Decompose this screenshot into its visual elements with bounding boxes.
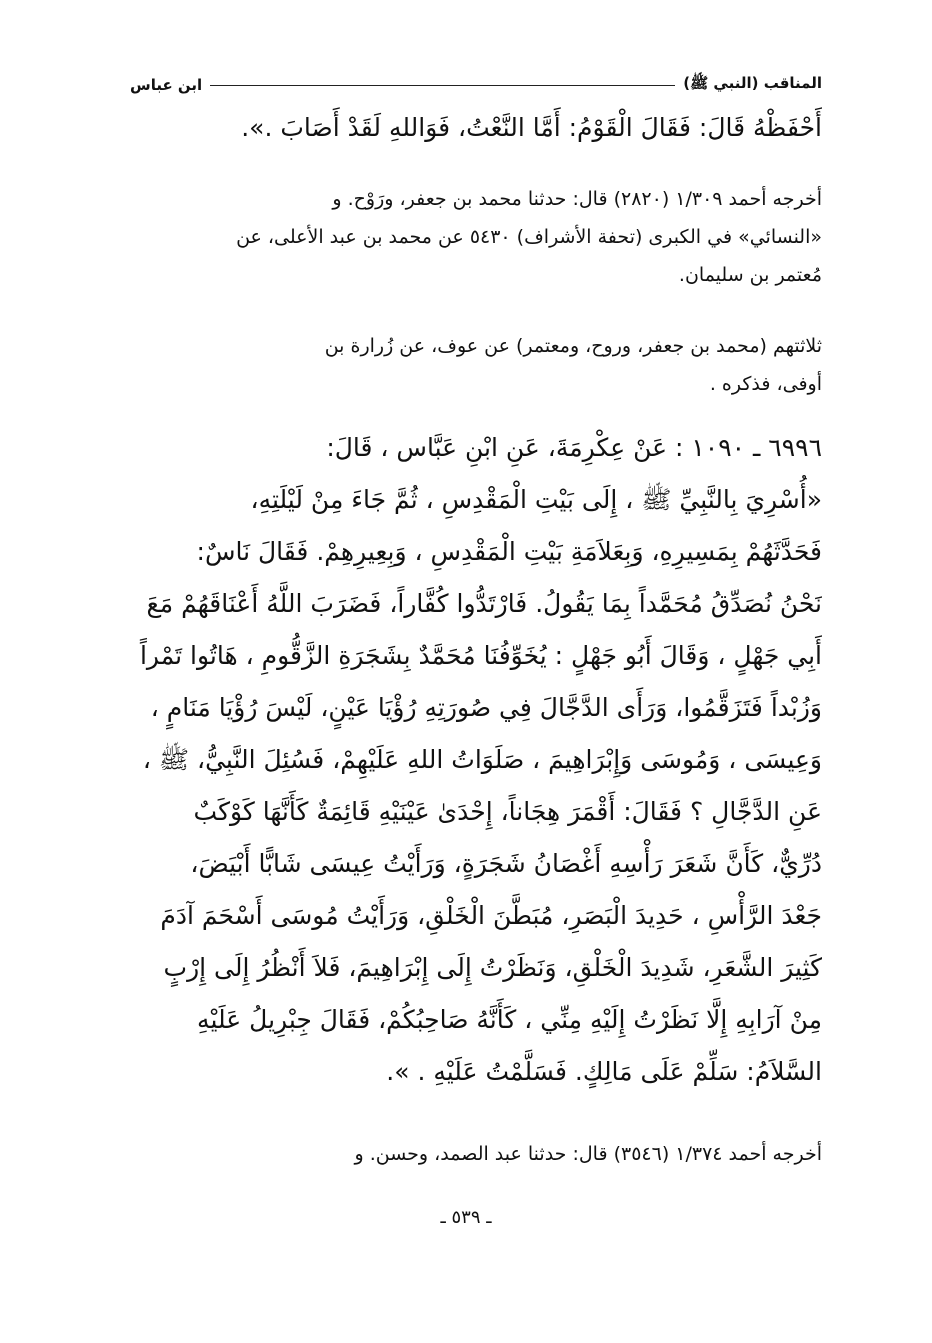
takhrij-note-2 — [130, 327, 822, 403]
text-line: عَنِ الدَّجَّالِ ؟ فَقَالَ: أَقْمَرَ هِجَاناً، إِحْدَىٰ عَيْنَيْهِ قَائِمَةٌ كَأَنَّهَا كَوْكَبٌ — [193, 797, 822, 826]
hadith-heading-line: ٦٩٩٦ ـ ١٠٩٠ : عَنْ عِكْرِمَةَ، عَنِ ابْنِ عَبَّاس ، قَالَ: — [326, 433, 822, 462]
text-line: وَزُبْداً فَتَزَقَّمُوا، وَرَأَى الدَّجَّالَ فِي صُورَتِهِ رُؤْيَا عَيْنٍ، لَيْسَ رُؤْيَا مَنَامٍ ، — [150, 693, 822, 722]
text-line: أخرجه أحمد ١/٣٠٩ (٢٨٢٠) قال: حدثنا محمد بن جعفر، ورَوْح. و — [332, 188, 822, 210]
text-line: «أُسْرِيَ بِالنَّبِيِّ ﷺ ، إِلَى بَيْتِ الْمَقْدِسِ ، ثُمَّ جَاءَ مِنْ لَيْلَتِهِ، — [250, 485, 822, 514]
text-line: أَحْفَظْهُ قَالَ: فَقَالَ الْقَوْمُ: أَمَّا النَّعْتُ، فَوَاللهِ لَقَدْ أَصَابَ .». — [241, 113, 822, 142]
page-number: ـ ٥٣٩ ـ — [440, 1207, 492, 1228]
text-line: أَبِي جَهْلٍ ، وَقَالَ أَبُو جَهْلٍ : يُخَوِّفُنَا مُحَمَّدٌ بِشَجَرَةِ الزَّقُّومِ ، هَاتُوا تَمْراً — [139, 641, 822, 670]
hadith-6996 — [130, 422, 822, 1098]
text-line: «النسائي» في الكبرى (تحفة الأشراف) ٥٤٣٠ عن محمد بن عبد الأعلى، عن — [236, 226, 822, 248]
text-line: السَّلاَمُ: سَلِّمْ عَلَى مَالِكٍ. فَسَلَّمْتُ عَلَيْهِ . ». — [386, 1057, 822, 1086]
text-line: فَحَدَّثَهُمْ بِمَسِيرِهِ، وَبِعَلاَمَةِ بَيْتِ الْمَقْدِسِ ، وَبِعِيرِهِمْ. فَقَالَ نَاسٌ: — [196, 537, 822, 566]
text-line: جَعْدَ الرَّأْسِ ، حَدِيدَ الْبَصَرِ، مُبَطَّنَ الْخَلْقِ، وَرَأَيْتُ مُوسَى أَسْحَمَ آدَمَ — [160, 901, 822, 930]
takhrij-note-3 — [130, 1135, 822, 1173]
running-header — [130, 72, 822, 98]
header-chapter-title: المناقب (النبي ﷺ) — [683, 74, 822, 92]
header-rule — [210, 85, 675, 86]
text-line: أخرجه أحمد ١/٣٧٤ (٣٥٤٦) قال: حدثنا عبد الصمد، وحسن. و — [354, 1143, 822, 1165]
text-line: نَحْنُ نُصَدِّقُ مُحَمَّداً بِمَا يَقُولُ. فَارْتَدُّوا كُفَّاراً، فَضَرَبَ اللَّهُ أَعْنَاقَهُمْ مَعَ — [146, 589, 822, 618]
text-line: ثلاثتهم (محمد بن جعفر، وروح، ومعتمر) عن عوف، عن زُرارة بن — [324, 335, 822, 357]
text-line: وَعِيسَى ، وَمُوسَى وَإِبْرَاهِيمَ ، صَلَوَاتُ اللهِ عَلَيْهِمْ، فَسُئِلَ النَّبِيُّ، ﷺ ، — [142, 745, 822, 774]
hadith-continuation — [130, 102, 822, 154]
text-line: مُعتمر بن سليمان. — [678, 264, 822, 286]
text-line: مِنْ آرَابِهِ إِلَّا نَظَرْتُ إِلَيْهِ مِنِّي ، كَأَنَّهُ صَاحِبُكُمْ، فَقَالَ جِبْرِيلُ عَلَيْهِ — [197, 1005, 822, 1034]
text-line: كَثِيرَ الشَّعَرِ، شَدِيدَ الْخَلْقِ، وَنَظَرْتُ إِلَى إِبْرَاهِيمَ، فَلاَ أَنْظُرُ إِلَى إِرْبٍ — [163, 953, 822, 982]
takhrij-note-1 — [130, 180, 822, 294]
header-companion-name: ابن عباس — [130, 76, 203, 94]
text-line: دُرِّيٌّ، كَأَنَّ شَعَرَ رَأْسِهِ أَغْصَانُ شَجَرَةٍ، وَرَأَيْتُ عِيسَى شَابًّا أَبْيَضَ، — [190, 849, 822, 878]
text-line: أوفى، فذكره . — [709, 373, 822, 395]
